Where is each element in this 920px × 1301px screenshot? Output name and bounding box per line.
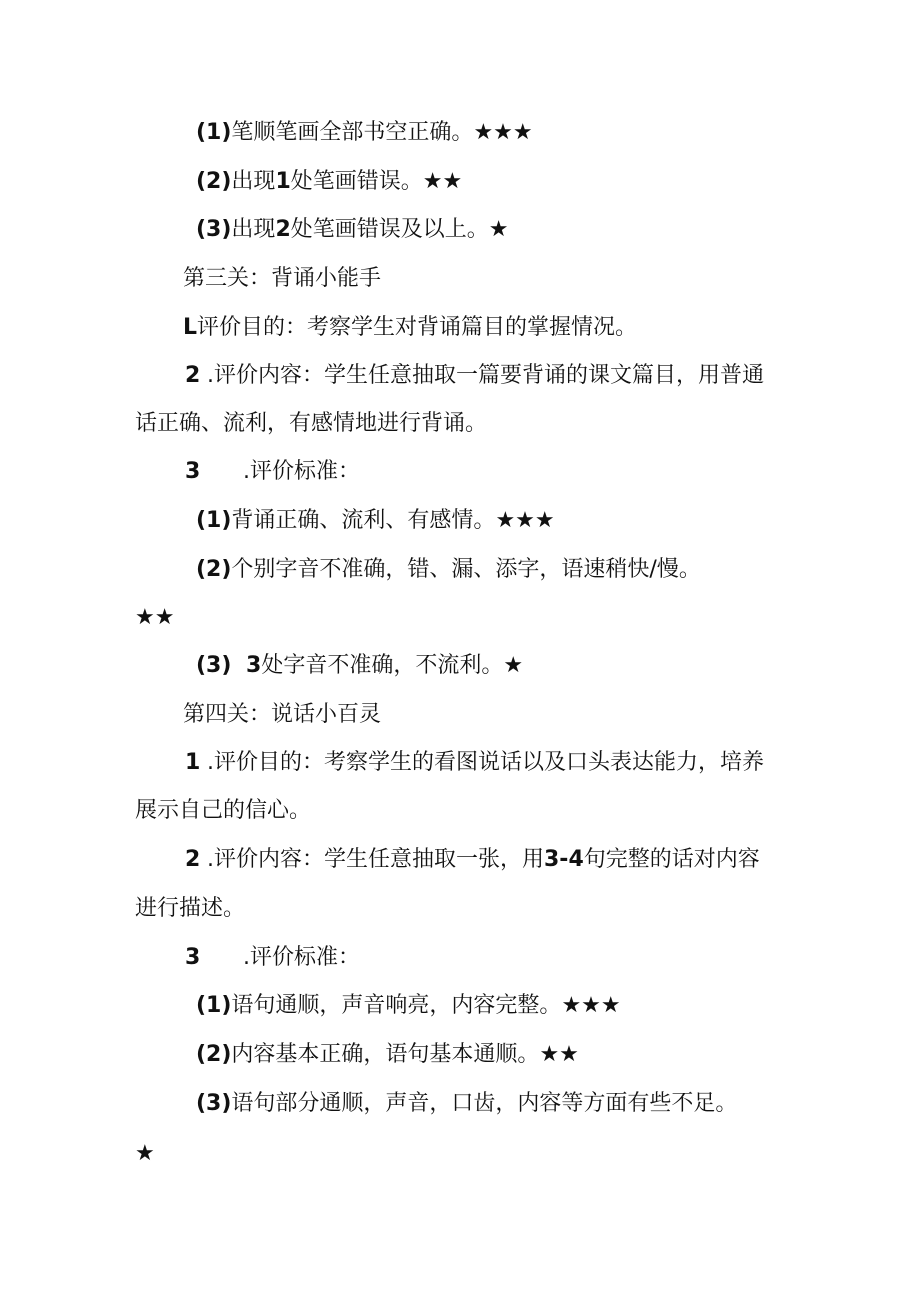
item-number: 3 [185, 945, 201, 970]
star-rating: ★★ [135, 605, 175, 630]
star-rating-line [135, 603, 174, 633]
star-rating-line [135, 1139, 155, 1169]
item-number: (3) [196, 217, 232, 242]
paragraph-line [135, 796, 311, 826]
item-text: 背诵正确、流利、有感情。 [231, 508, 496, 533]
item-number: L [183, 315, 198, 340]
item-number: (3) [196, 1091, 232, 1116]
item-number: (1) [196, 993, 232, 1018]
item-count: 2 [275, 217, 291, 242]
criterion-item [196, 118, 533, 148]
item-number: 2 [185, 363, 201, 388]
item-text: .评价标准： [243, 945, 360, 970]
item-count: 1 [275, 169, 291, 194]
item-count: 3-4 [544, 847, 584, 872]
paragraph-line [183, 313, 637, 343]
item-text: .评价标准： [243, 459, 360, 484]
paragraph-line [135, 409, 487, 439]
section-heading [183, 264, 381, 294]
star-rating: ★ [135, 1141, 155, 1166]
criterion-item [196, 651, 523, 681]
item-number: (2) [196, 169, 232, 194]
criterion-item [196, 555, 701, 585]
item-text: 个别字音不准确，错、漏、添字，语速稍快/慢。 [231, 557, 701, 582]
item-text-prefix: .评价内容：学生任意抽取一张，用 [207, 847, 544, 872]
item-text: 处字音不准确，不流利。 [261, 653, 504, 678]
star-rating: ★ [488, 217, 509, 242]
item-text: 评价目的：考察学生对背诵篇目的掌握情况。 [197, 315, 638, 340]
item-number: 2 [185, 847, 201, 872]
item-number: (2) [196, 1042, 232, 1067]
section-heading-text: 第四关：说话小百灵 [183, 702, 382, 727]
star-rating: ★★★ [561, 993, 621, 1018]
star-rating: ★★ [539, 1042, 579, 1067]
criterion-item [196, 215, 509, 245]
item-text: 话正确、流利，有感情地进行背诵。 [135, 411, 488, 436]
item-text: .评价内容：学生任意抽取一篇要背诵的课文篇目，用普通 [207, 363, 764, 388]
item-text: 笔顺笔画全部书空正确。 [231, 120, 474, 145]
star-rating: ★★ [422, 169, 463, 194]
item-text: 句完整的话对内容 [583, 847, 760, 872]
section-heading [183, 700, 381, 730]
paragraph-line [185, 361, 764, 391]
paragraph-line [135, 894, 245, 924]
item-text: 进行描述。 [135, 896, 246, 921]
item-number: 1 [185, 750, 201, 775]
section-heading-text: 第三关：背诵小能手 [183, 266, 382, 291]
item-text: 处笔画错误。 [290, 169, 423, 194]
criterion-item [196, 1040, 579, 1070]
item-count: 3 [246, 653, 262, 678]
star-rating: ★★★ [495, 508, 555, 533]
criterion-item [196, 991, 621, 1021]
item-number: (1) [196, 508, 232, 533]
paragraph-line [185, 943, 360, 973]
item-number: (3) [196, 653, 232, 678]
item-text: 展示自己的信心。 [135, 798, 312, 823]
item-text: 内容基本正确，语句基本通顺。 [231, 1042, 540, 1067]
item-number: (2) [196, 557, 232, 582]
item-text-prefix: 出现 [231, 169, 276, 194]
paragraph-line [185, 457, 360, 487]
item-number: 3 [185, 459, 201, 484]
star-rating: ★ [503, 653, 524, 678]
criterion-item [196, 167, 462, 197]
item-text: 处笔画错误及以上。 [290, 217, 489, 242]
item-text-prefix: 出现 [231, 217, 276, 242]
star-rating: ★★★ [473, 120, 533, 145]
item-text: 语句通顺，声音响亮，内容完整。 [231, 993, 562, 1018]
paragraph-line [185, 845, 760, 875]
criterion-item [196, 1089, 737, 1119]
criterion-item [196, 506, 555, 536]
paragraph-line [185, 748, 764, 778]
item-text: 语句部分通顺，声音，口齿，内容等方面有些不足。 [231, 1091, 738, 1116]
item-number: (1) [196, 120, 232, 145]
item-text: .评价目的：考察学生的看图说话以及口头表达能力，培养 [207, 750, 764, 775]
